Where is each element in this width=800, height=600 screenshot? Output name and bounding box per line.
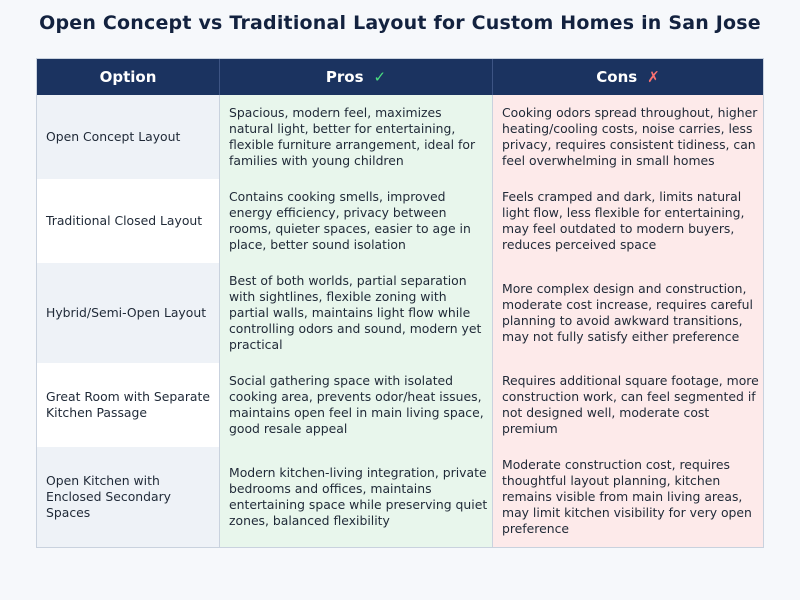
pros-cell: Modern kitchen-living integration, private bedrooms and offices, maintains entertaining space while preserving quiet zones, balanced flexibility [219,447,492,547]
header-option-label: Option [99,68,157,86]
table-row [37,363,763,447]
checkmark-icon: ✓ [373,68,387,86]
header-cons-label: Cons [596,68,638,86]
option-cell: Great Room with Separate Kitchen Passage [37,363,219,447]
cross-icon: ✗ [647,68,660,86]
option-cell: Hybrid/Semi-Open Layout [37,263,219,363]
option-cell: Open Kitchen with Enclosed Secondary Spaces [37,447,219,547]
option-cell: Traditional Closed Layout [37,179,219,263]
table-row [37,263,763,363]
option-cell: Open Concept Layout [37,95,219,179]
cons-cell: Feels cramped and dark, limits natural light flow, less flexible for entertaining, may feel outdated to modern buyers, reduces perceived space [492,179,763,263]
table-row [37,447,763,547]
pros-cell: Contains cooking smells, improved energy efficiency, privacy between rooms, quieter spaces, easier to age in place, better sound isolation [219,179,492,263]
pros-cell: Spacious, modern feel, maximizes natural light, better for entertaining, flexible furniture arrangement, ideal for families with young children [219,95,492,179]
table-header-row [37,59,763,95]
cons-cell: Requires additional square footage, more construction work, can feel segmented if not designed well, moderate cost premium [492,363,763,447]
cons-cell: Moderate construction cost, requires thoughtful layout planning, kitchen remains visible from main living areas, may limit kitchen visibility for very open preference [492,447,763,547]
comparison-table [36,58,764,548]
header-cons [492,59,763,95]
header-pros-label: Pros [325,68,364,86]
table-body [37,95,763,547]
header-pros [219,59,492,95]
page-title: Open Concept vs Traditional Layout for Custom Homes in San Jose [39,12,761,34]
cons-cell: More complex design and construction, moderate cost increase, requires careful planning to avoid awkward transitions, may not fully satisfy either preference [492,263,763,363]
pros-cell: Best of both worlds, partial separation with sightlines, flexible zoning with partial walls, maintains light flow while controlling odors and sound, modern yet practical [219,263,492,363]
header-option [37,59,219,95]
pros-cell: Social gathering space with isolated cooking area, prevents odor/heat issues, maintains open feel in main living space, good resale appeal [219,363,492,447]
cons-cell: Cooking odors spread throughout, higher heating/cooling costs, noise carries, less privacy, requires consistent tidiness, can feel overwhelming in small homes [492,95,763,179]
table-row [37,179,763,263]
table-row [37,95,763,179]
